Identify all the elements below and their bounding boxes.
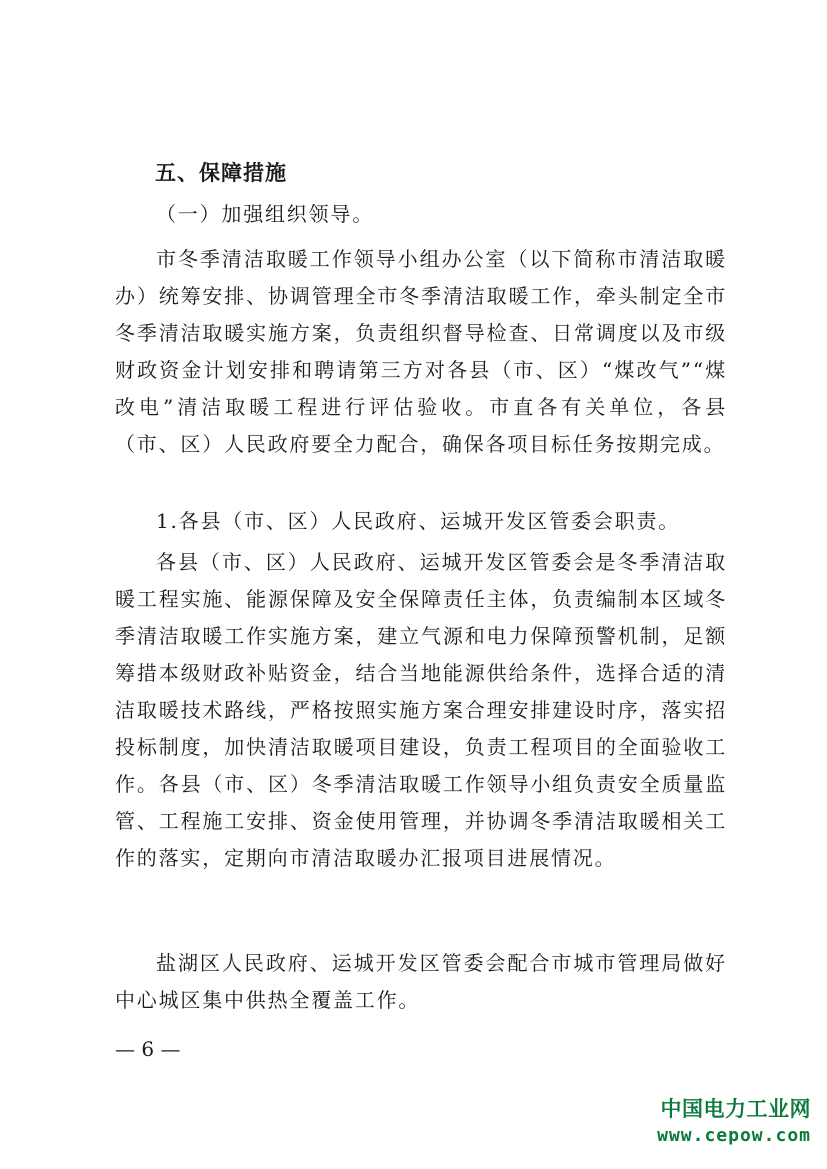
body-paragraph: 市冬季清洁取暖工作领导小组办公室（以下简称市清洁取暖办）统筹安排、协调管理全市冬季清洁取暖工作，牵头制定全市冬季清洁取暖实施方案，负责组织督导检查、日常调度以及市级财政资金计划安排和聘请第三方对各县（市、区）“煤改气”“煤改电”清洁取暖工程进行评估验收。市直各有关单位，各县（市、区）人民政府要全力配合，确保各项目标任务按期完成。 — [115, 247, 727, 456]
watermark-site-url: www.cepow.com — [657, 1125, 811, 1146]
numbered-item-heading: 1.各县（市、区）人民政府、运城开发区管委会职责。 — [156, 509, 681, 533]
section-heading: 五、保障措施 — [155, 161, 287, 185]
page-number: — 6 — — [115, 1037, 181, 1061]
body-paragraph: 盐湖区人民政府、运城开发区管委会配合市城市管理局做好中心城区集中供热全覆盖工作。 — [115, 951, 727, 1012]
site-watermark — [657, 1094, 811, 1148]
watermark-site-name: 中国电力工业网 — [660, 1097, 811, 1121]
body-paragraph: 各县（市、区）人民政府、运城开发区管委会是冬季清洁取暖工程实施、能源保障及安全保障责任主体，负责编制本区域冬季清洁取暖工作实施方案，建立气源和电力保障预警机制，足额筹措本级财政补贴资金，结合当地能源供给条件，选择合适的清洁取暖技术路线，严格按照实施方案合理安排建设时序，落实招投标制度，加快清洁取暖项目建设，负责工程项目的全面验收工作。各县（市、区）冬季清洁取暖工作领导小组负责安全质量监管、工程施工安排、资金使用管理，并协调冬季清洁取暖相关工作的落实，定期向市清洁取暖办汇报项目进展情况。 — [115, 550, 727, 870]
subsection-heading: （一）加强组织领导。 — [156, 202, 374, 226]
